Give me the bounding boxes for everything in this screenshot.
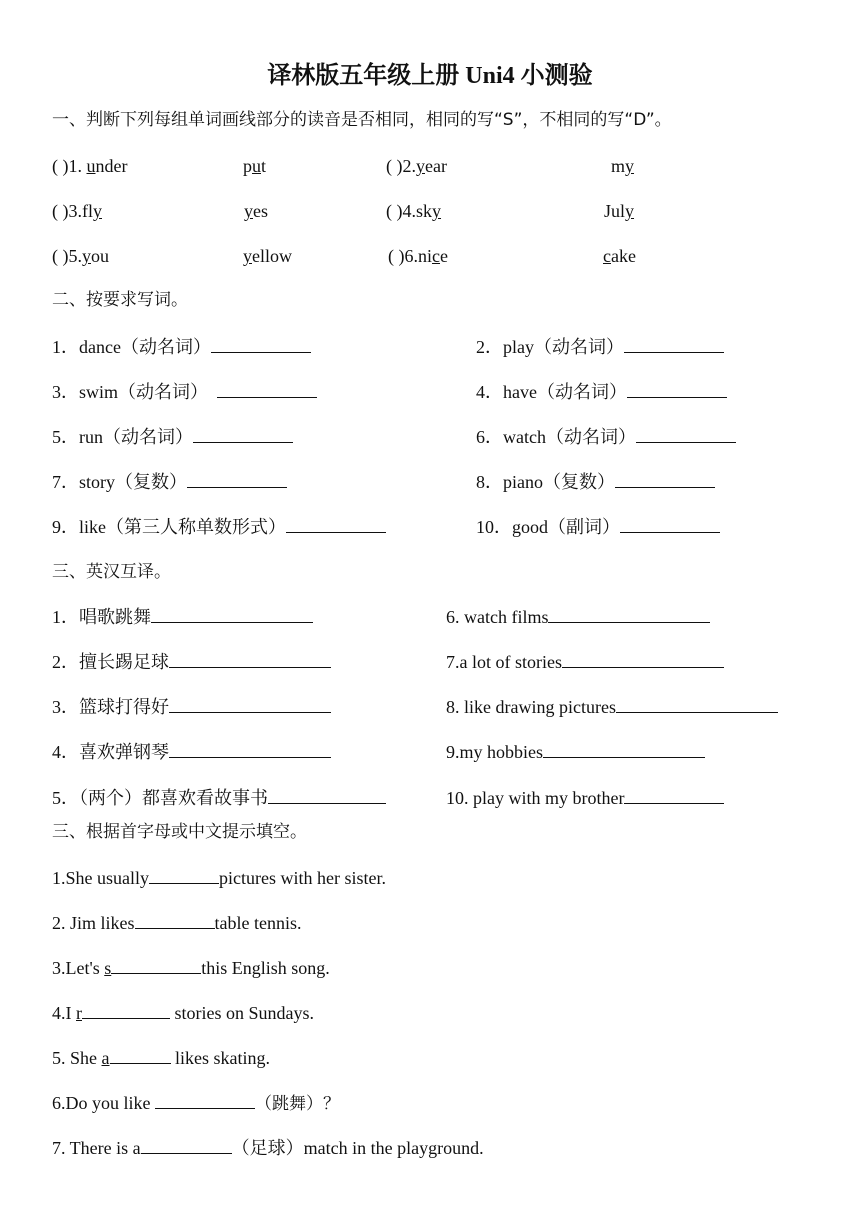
- answer-blank[interactable]: [217, 380, 317, 398]
- list-item: 9.my hobbies: [446, 740, 705, 763]
- question-item: ( )4.sky: [386, 201, 442, 221]
- underlined-letter: y: [243, 246, 252, 266]
- answer-blank[interactable]: [562, 650, 724, 668]
- section3-heading: 三、英汉互译。: [52, 562, 171, 582]
- list-item: 5．run（动名词）: [52, 425, 293, 448]
- answer-blank[interactable]: [624, 335, 724, 353]
- page-title: 译林版五年级上册 Uni4 小测验: [267, 63, 593, 89]
- compare-word: July: [604, 201, 635, 221]
- item-number: 3.: [68, 201, 82, 221]
- answer-blank[interactable]: [620, 515, 720, 533]
- fill-item: 7. There is a （足球）match in the playground.: [52, 1138, 484, 1158]
- answer-paren[interactable]: ( ): [52, 201, 69, 221]
- underlined-letter: u: [86, 156, 96, 176]
- item-number: 4.: [402, 201, 416, 221]
- fill-item: 5. She a likes skating.: [52, 1048, 270, 1068]
- underlined-letter: y: [625, 201, 635, 221]
- answer-paren[interactable]: ( ): [52, 156, 69, 176]
- answer-blank[interactable]: [169, 740, 331, 758]
- list-item: 6. watch films: [446, 605, 710, 628]
- answer-blank[interactable]: [169, 695, 331, 713]
- answer-blank[interactable]: [151, 605, 313, 623]
- list-item: 4．喜欢弹钢琴: [52, 740, 331, 763]
- hint-letter: a: [101, 1048, 110, 1068]
- list-item: 9．like（第三人称单数形式）: [52, 515, 386, 538]
- fill-item: 2. Jim likes table tennis.: [52, 913, 302, 933]
- compare-word: my: [611, 156, 635, 176]
- underlined-letter: u: [252, 156, 261, 176]
- item-number: 5.: [68, 246, 82, 266]
- section1-heading: 一、判断下列每组单词画线部分的读音是否相同，相同的写“S”，不相同的写“D”。: [52, 110, 672, 130]
- answer-blank[interactable]: [548, 605, 710, 623]
- list-item: 7.a lot of stories: [446, 650, 724, 673]
- question-item: [52, 155, 127, 177]
- fill-item: 1.She usually pictures with her sister.: [52, 868, 386, 888]
- underlined-letter: y: [244, 201, 253, 221]
- list-item: 10．good（副词）: [476, 515, 720, 538]
- answer-blank[interactable]: [286, 515, 386, 533]
- answer-blank[interactable]: [155, 1091, 255, 1109]
- list-item: 10. play with my brother: [446, 786, 724, 809]
- list-item: 3．swim（动名词）: [52, 380, 317, 403]
- list-item: 2．擅长踢足球: [52, 650, 331, 673]
- fill-item: 6.Do you like （跳舞）？: [52, 1093, 340, 1114]
- list-item: 2．play（动名词）: [476, 335, 724, 358]
- answer-blank[interactable]: [616, 695, 778, 713]
- hint-letter: r: [76, 1003, 82, 1023]
- answer-paren[interactable]: ( ): [388, 246, 405, 266]
- answer-blank[interactable]: [193, 425, 293, 443]
- answer-blank[interactable]: [624, 786, 724, 804]
- item-number: 6.: [404, 246, 418, 266]
- answer-paren[interactable]: ( ): [52, 246, 69, 266]
- list-item: 1．dance（动名词）: [52, 335, 311, 358]
- answer-blank[interactable]: [141, 1136, 232, 1154]
- underlined-letter: c: [432, 246, 441, 266]
- answer-paren[interactable]: ( ): [386, 201, 403, 221]
- underlined-letter: y: [416, 156, 425, 176]
- list-item: 4．have（动名词）: [476, 380, 727, 403]
- list-item: 3．篮球打得好: [52, 695, 331, 718]
- item-number: 1.: [68, 156, 87, 176]
- answer-blank[interactable]: [211, 335, 311, 353]
- list-item: 6．watch（动名词）: [476, 425, 736, 448]
- underlined-letter: c: [603, 246, 611, 266]
- underlined-letter: y: [93, 201, 102, 221]
- fill-item: 3.Let's s this English song.: [52, 958, 330, 978]
- answer-blank[interactable]: [615, 470, 715, 488]
- underlined-letter: y: [432, 201, 442, 221]
- section4-heading: 三、根据首字母或中文提示填空。: [52, 822, 307, 842]
- underlined-letter: y: [82, 246, 91, 266]
- answer-blank[interactable]: [543, 740, 705, 758]
- list-item: 5．（两个）都喜欢看故事书: [52, 786, 386, 809]
- question-item: ( )6.nice: [388, 246, 449, 266]
- underlined-letter: y: [625, 156, 635, 176]
- question-item: ( )3.fly: [52, 201, 102, 221]
- hint-letter: s: [104, 958, 112, 978]
- answer-paren[interactable]: ( ): [386, 156, 403, 176]
- compare-word: yellow: [243, 246, 292, 266]
- compare-word: cake: [603, 246, 636, 266]
- answer-blank[interactable]: [149, 866, 219, 884]
- item-number: 2.: [402, 156, 416, 176]
- compare-word: yes: [244, 201, 268, 221]
- answer-blank[interactable]: [268, 786, 386, 804]
- list-item: 8. like drawing pictures: [446, 695, 778, 718]
- answer-blank[interactable]: [110, 1046, 171, 1064]
- answer-blank[interactable]: [82, 1001, 170, 1019]
- answer-blank[interactable]: [111, 956, 201, 974]
- compare-word: put: [243, 156, 267, 176]
- answer-blank[interactable]: [135, 911, 215, 929]
- section2-heading: 二、按要求写词。: [52, 290, 188, 310]
- word-part: nder: [95, 156, 128, 176]
- question-item: ( )5.you: [52, 246, 109, 266]
- answer-blank[interactable]: [636, 425, 736, 443]
- fill-item: 4.I r stories on Sundays.: [52, 1003, 314, 1023]
- question-item: ( )2.year: [386, 156, 447, 176]
- answer-blank[interactable]: [169, 650, 331, 668]
- list-item: 1．唱歌跳舞: [52, 605, 313, 628]
- list-item: 7．story（复数）: [52, 470, 287, 493]
- answer-blank[interactable]: [187, 470, 287, 488]
- list-item: 8．piano（复数）: [476, 470, 715, 493]
- answer-blank[interactable]: [627, 380, 727, 398]
